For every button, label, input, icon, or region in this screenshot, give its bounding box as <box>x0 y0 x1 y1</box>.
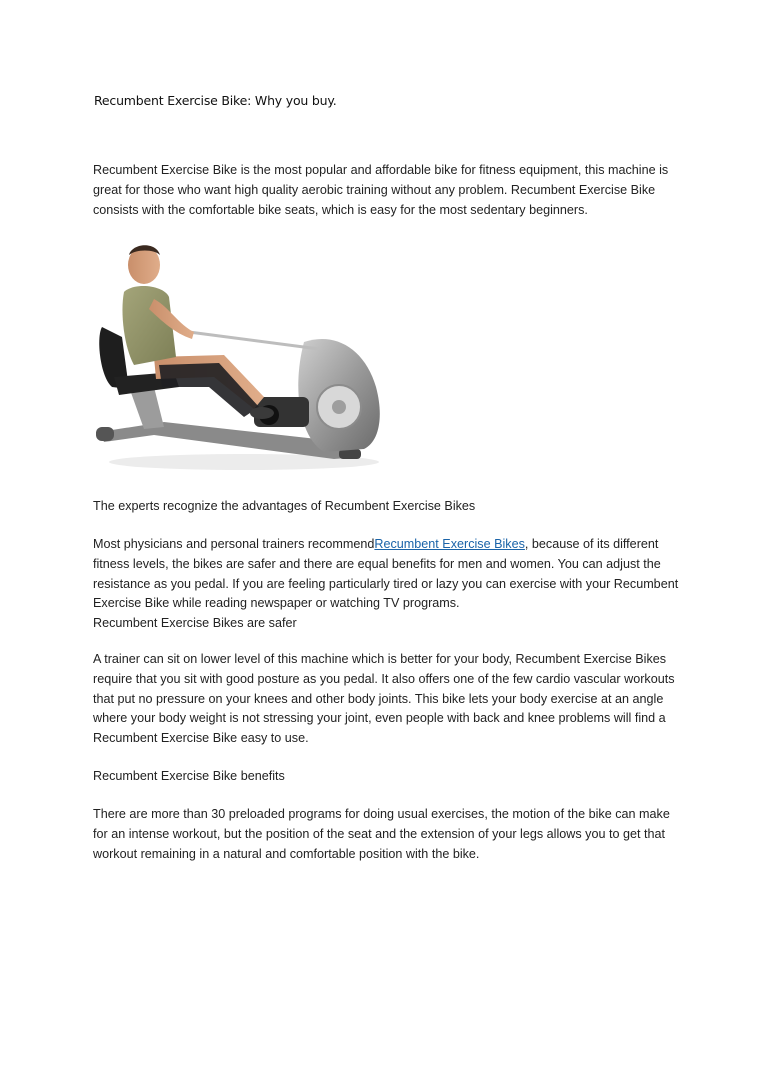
experts-text-before-link: Most physicians and personal trainers recommend <box>93 537 375 551</box>
page-title: Recumbent Exercise Bike: Why you buy. <box>94 93 337 108</box>
recumbent-bikes-link[interactable]: Recumbent Exercise Bikes <box>374 537 525 551</box>
safer-line: Recumbent Exercise Bikes are safer <box>93 616 297 631</box>
exercise-bike-photo <box>94 237 384 482</box>
intro-paragraph: Recumbent Exercise Bike is the most popular and affordable bike for fitness equipment, this machine is great for those who want high quality aerobic training without any problem. Recumbent Exercise Bike consists with the comfortable bike seats, which is easy for the most sedentary beginners. <box>93 163 669 217</box>
benefits-paragraph: There are more than 30 preloaded programs for doing usual exercises, the motion of the bike can make for an intense workout, but the position of the seat and the extension of your legs allows you to get that workout remaining in a natural and comfortable position with the bike. <box>93 807 670 861</box>
experts-heading: The experts recognize the advantages of Recumbent Exercise Bikes <box>93 499 476 513</box>
experts-text-after-link: , because of its different fitness levels, the bikes are safer and there are equal benefits for men and women. You can adjust the resistance as you pedal. If you are feeling particularly tired or lazy you can exercise with your Recumbent Exercise Bike while reading newspaper or watching TV programs. <box>93 537 679 611</box>
experts-paragraph <box>93 535 683 634</box>
benefits-heading: Recumbent Exercise Bike benefits <box>93 769 285 783</box>
trainer-paragraph: A trainer can sit on lower level of this machine which is better for your body, Recumbent Exercise Bikes require that you sit with good posture as you pedal. It also offers one of the few cardio vascular workouts that put no pressure on your knees and other body joints. This bike lets your body exercise at an angle where your body weight is not stressing your joint, even people with back and knee problems will find a Recumbent Exercise Bike easy to use. <box>93 652 675 746</box>
